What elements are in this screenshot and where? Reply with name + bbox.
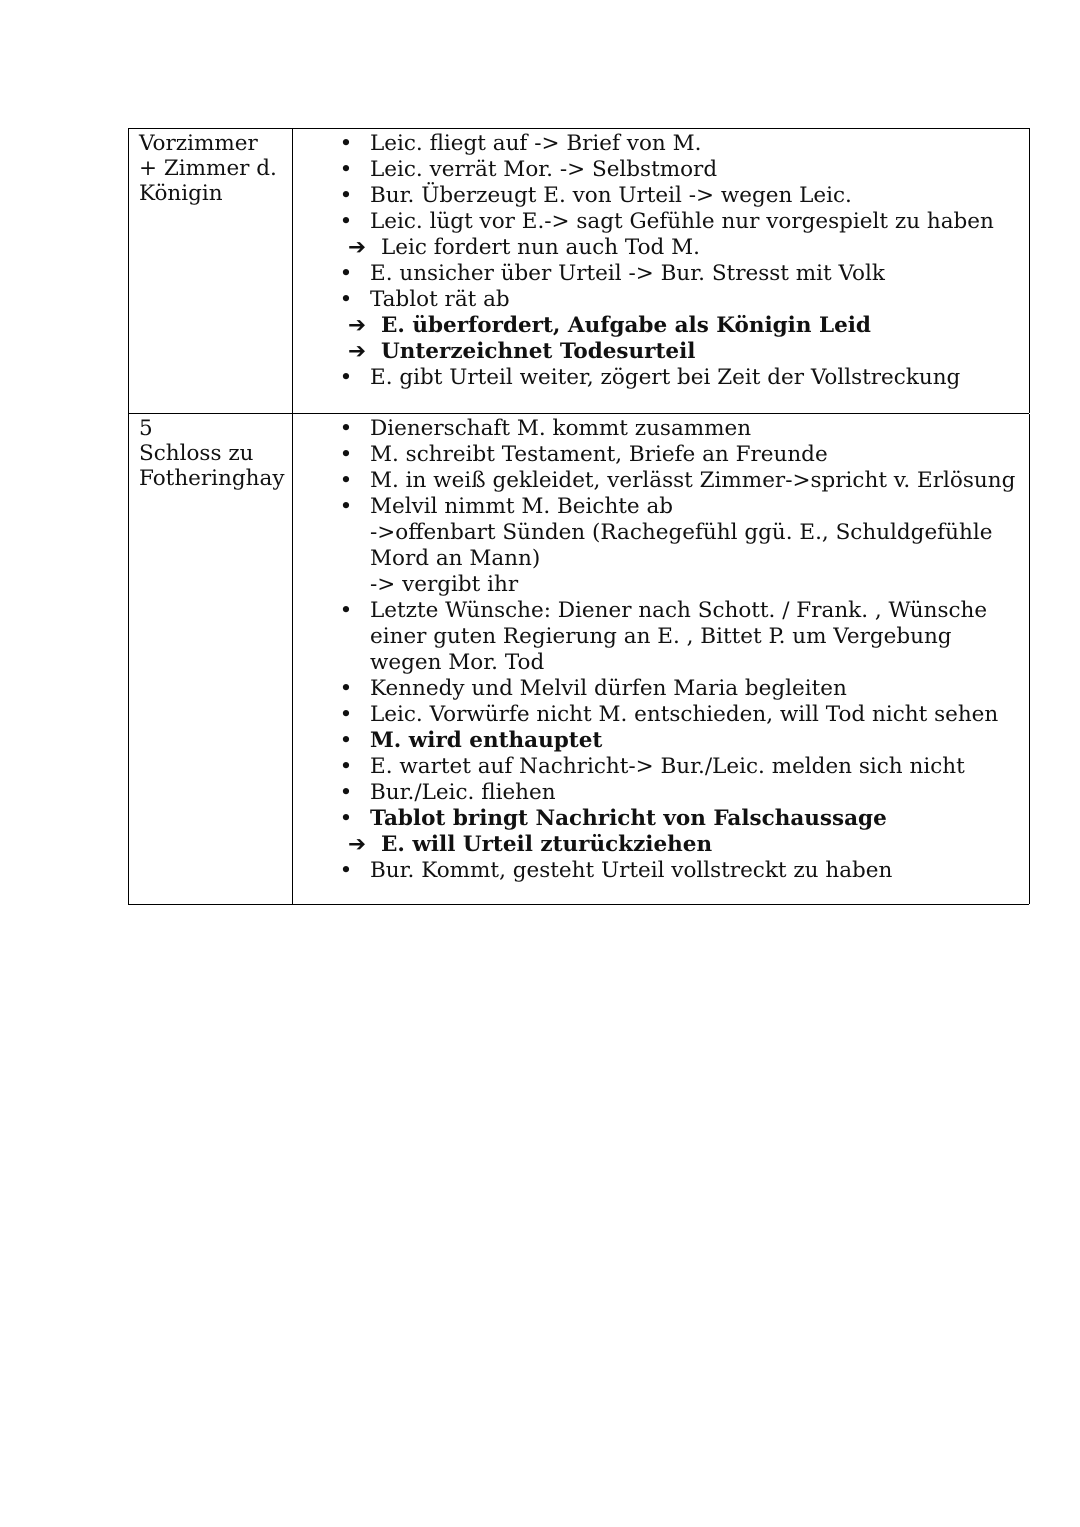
list-item-continuation <box>294 520 1029 546</box>
place-line: + Zimmer d. <box>139 156 277 181</box>
item-text: Leic. lügt vor E.-> sagt Gefühle nur vorgespielt zu haben <box>370 209 994 234</box>
bullet-icon: • <box>339 494 353 519</box>
place-line: Schloss zu <box>139 441 254 466</box>
item-text: wegen Mor. Tod <box>370 650 545 675</box>
item-text: Leic fordert nun auch Tod M. <box>381 235 700 260</box>
bullet-icon: • <box>339 131 353 156</box>
item-text: Letzte Wünsche: Diener nach Schott. / Frank. , Wünsche <box>370 598 988 623</box>
list-item-continuation <box>294 624 1029 650</box>
arrow-icon: ➔ <box>348 832 367 857</box>
item-text: einer guten Regierung an E. , Bittet P. um Vergebung <box>370 624 952 649</box>
place-line: Königin <box>139 181 223 206</box>
list-item-continuation <box>294 650 1029 676</box>
arrow-item <box>294 832 1029 858</box>
place-line: Vorzimmer <box>139 131 258 156</box>
item-text: Bur. Kommt, gesteht Urteil vollstreckt zu haben <box>370 858 893 883</box>
list-item <box>294 365 1029 391</box>
list-item <box>294 858 1029 884</box>
list-item <box>294 442 1029 468</box>
item-text: Mord an Mann) <box>370 546 541 571</box>
list-item <box>294 287 1029 313</box>
list-item <box>294 780 1029 806</box>
list-item <box>294 468 1029 494</box>
bullet-icon: • <box>339 261 353 286</box>
item-text: E. gibt Urteil weiter, zögert bei Zeit der Vollstreckung <box>370 365 961 390</box>
bullet-icon: • <box>339 728 353 753</box>
list-item-continuation <box>294 572 1029 598</box>
border-right-partial <box>1029 414 1030 904</box>
item-text: M. schreibt Testament, Briefe an Freunde <box>370 442 828 467</box>
table-row <box>128 413 1029 905</box>
item-text: E. wartet auf Nachricht-> Bur./Leic. melden sich nicht <box>370 754 965 779</box>
list-item <box>294 806 1029 832</box>
bullet-icon: • <box>339 806 353 831</box>
list-item <box>294 131 1029 157</box>
item-text: E. überfordert, Aufgabe als Königin Leid <box>381 313 871 338</box>
list-item <box>294 702 1029 728</box>
list-item <box>294 183 1029 209</box>
item-text: M. wird enthauptet <box>370 728 603 753</box>
bullet-icon: • <box>339 754 353 779</box>
place-line: 5 <box>139 416 153 441</box>
item-text: ->offenbart Sünden (Rachegefühl ggü. E., Schuldgefühle <box>370 520 993 545</box>
bullet-icon: • <box>339 598 353 623</box>
arrow-item <box>294 313 1029 339</box>
bullet-icon: • <box>339 209 353 234</box>
item-text: Bur./Leic. fliehen <box>370 780 556 805</box>
item-text: Melvil nimmt M. Beichte ab <box>370 494 674 519</box>
place-cell <box>129 414 293 904</box>
arrow-item <box>294 235 1029 261</box>
bullet-icon: • <box>339 416 353 441</box>
events-cell <box>294 416 1029 884</box>
item-text: Dienerschaft M. kommt zusammen <box>370 416 752 441</box>
bullet-icon: • <box>339 157 353 182</box>
list-item <box>294 754 1029 780</box>
item-text: M. in weiß gekleidet, verlässt Zimmer->spricht v. Erlösung <box>370 468 1016 493</box>
bullet-icon: • <box>339 702 353 727</box>
bullet-icon: • <box>339 287 353 312</box>
item-text: Kennedy und Melvil dürfen Maria begleiten <box>370 676 847 701</box>
list-item <box>294 676 1029 702</box>
list-item <box>294 209 1029 235</box>
events-cell <box>294 131 1029 391</box>
list-item <box>294 728 1029 754</box>
arrow-item <box>294 339 1029 365</box>
list-item <box>294 494 1029 520</box>
bullet-icon: • <box>339 780 353 805</box>
place-line: Fotheringhay <box>139 466 285 491</box>
list-item <box>294 598 1029 624</box>
arrow-icon: ➔ <box>348 339 367 364</box>
item-text: Leic. verrät Mor. -> Selbstmord <box>370 157 718 182</box>
item-text: Tablot rät ab <box>370 287 510 312</box>
arrow-icon: ➔ <box>348 313 367 338</box>
bullet-icon: • <box>339 858 353 883</box>
list-item-continuation <box>294 546 1029 572</box>
list-item <box>294 157 1029 183</box>
item-text: Unterzeichnet Todesurteil <box>381 339 696 364</box>
item-text: Bur. Überzeugt E. von Urteil -> wegen Leic. <box>370 183 852 208</box>
table-row <box>128 128 1030 413</box>
item-text: Leic. Vorwürfe nicht M. entschieden, will Tod nicht sehen <box>370 702 999 727</box>
item-text: E. unsicher über Urteil -> Bur. Stresst mit Volk <box>370 261 885 286</box>
bullet-icon: • <box>339 365 353 390</box>
item-text: Leic. fliegt auf -> Brief von M. <box>370 131 702 156</box>
item-text: Tablot bringt Nachricht von Falschaussage <box>370 806 887 831</box>
bullet-icon: • <box>339 468 353 493</box>
arrow-icon: ➔ <box>348 235 367 260</box>
bullet-icon: • <box>339 183 353 208</box>
list-item <box>294 416 1029 442</box>
item-text: -> vergibt ihr <box>370 572 519 597</box>
bullet-icon: • <box>339 676 353 701</box>
bullet-icon: • <box>339 442 353 467</box>
item-text: E. will Urteil zturückziehen <box>381 832 713 857</box>
list-item <box>294 261 1029 287</box>
place-cell <box>129 129 293 413</box>
